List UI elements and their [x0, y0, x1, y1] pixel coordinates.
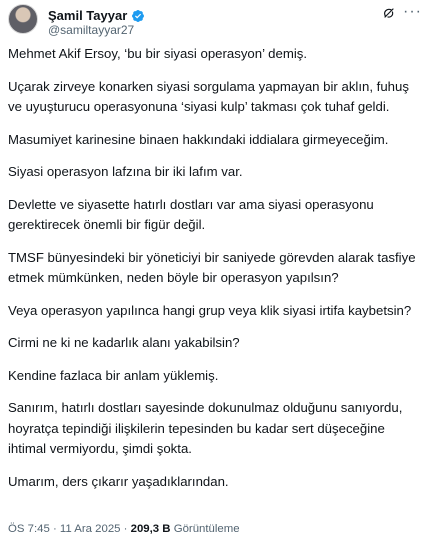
tweet-paragraph: Kendine fazlaca bir anlam yüklemiş. — [8, 367, 219, 383]
tweet-time[interactable]: ÖS 7:45 — [8, 523, 50, 535]
meta-separator: · — [120, 523, 131, 535]
meta-separator: · — [49, 523, 60, 535]
tweet-paragraph: Umarım, ders çıkarır yaşadıklarından. — [8, 473, 229, 489]
author-handle[interactable]: @samiltayyar27 — [48, 23, 135, 37]
author-name-row — [48, 8, 145, 23]
tweet-paragraph: Siyasi operasyon lafzına bir iki lafım var. — [8, 164, 243, 179]
tweet-date[interactable]: 11 Ara 2025 — [59, 523, 121, 535]
tweet-paragraph: TMSF bünyesindeki bir yöneticiyi bir saniyede görevden alarak tasfiye etmek mümkünken, neden böyle bir operasyon yapılsın? — [8, 249, 420, 285]
tweet-paragraph: Cirmi ne ki ne kadarlık alanı yakabilsin? — [8, 335, 240, 350]
tweet-paragraph: Mehmet Akif Ersoy, ‘bu bir siyasi operasyon’ demiş. — [8, 46, 308, 61]
tweet-paragraph: Devlette ve siyasette hatırlı dostları var ama siyasi operasyonu gerektirecek önemli bir figür değil. — [8, 196, 378, 232]
views-label: Görüntüleme — [170, 523, 240, 535]
tweet-paragraph: Sanırım, hatırlı dostları sayesinde dokunulmaz olduğunu sanıyordu, hoyratça tepindiği ilişkilerin tepesinden bu kadar sert düşeceğine ihtimal vermiyordu, şimdi şokta. — [8, 400, 407, 456]
verified-badge-icon — [131, 9, 145, 23]
views-count[interactable]: 209,3 B — [130, 523, 171, 535]
tweet-paragraph: Uçarak zirveye konarken siyasi sorgulama yapmayan bir aklın, fuhuş ve uyuşturucu operasyonuna ‘siyasi kulp’ takması çok tuhaf geldi. — [8, 78, 413, 114]
grok-icon[interactable] — [382, 6, 396, 20]
tweet-paragraph: Veya operasyon yapılınca hangi grup veya klik siyasi irtifa kaybetsin? — [8, 302, 412, 318]
author-name[interactable]: Şamil Tayyar — [48, 8, 128, 23]
tweet-header — [8, 4, 426, 40]
tweet-text — [8, 44, 426, 504]
more-icon[interactable]: ··· — [403, 3, 422, 20]
tweet-paragraph: Masumiyet karinesine binaen hakkındaki iddialara girmeyeceğim. — [8, 131, 389, 147]
tweet-meta — [8, 522, 240, 536]
avatar[interactable] — [8, 4, 38, 34]
